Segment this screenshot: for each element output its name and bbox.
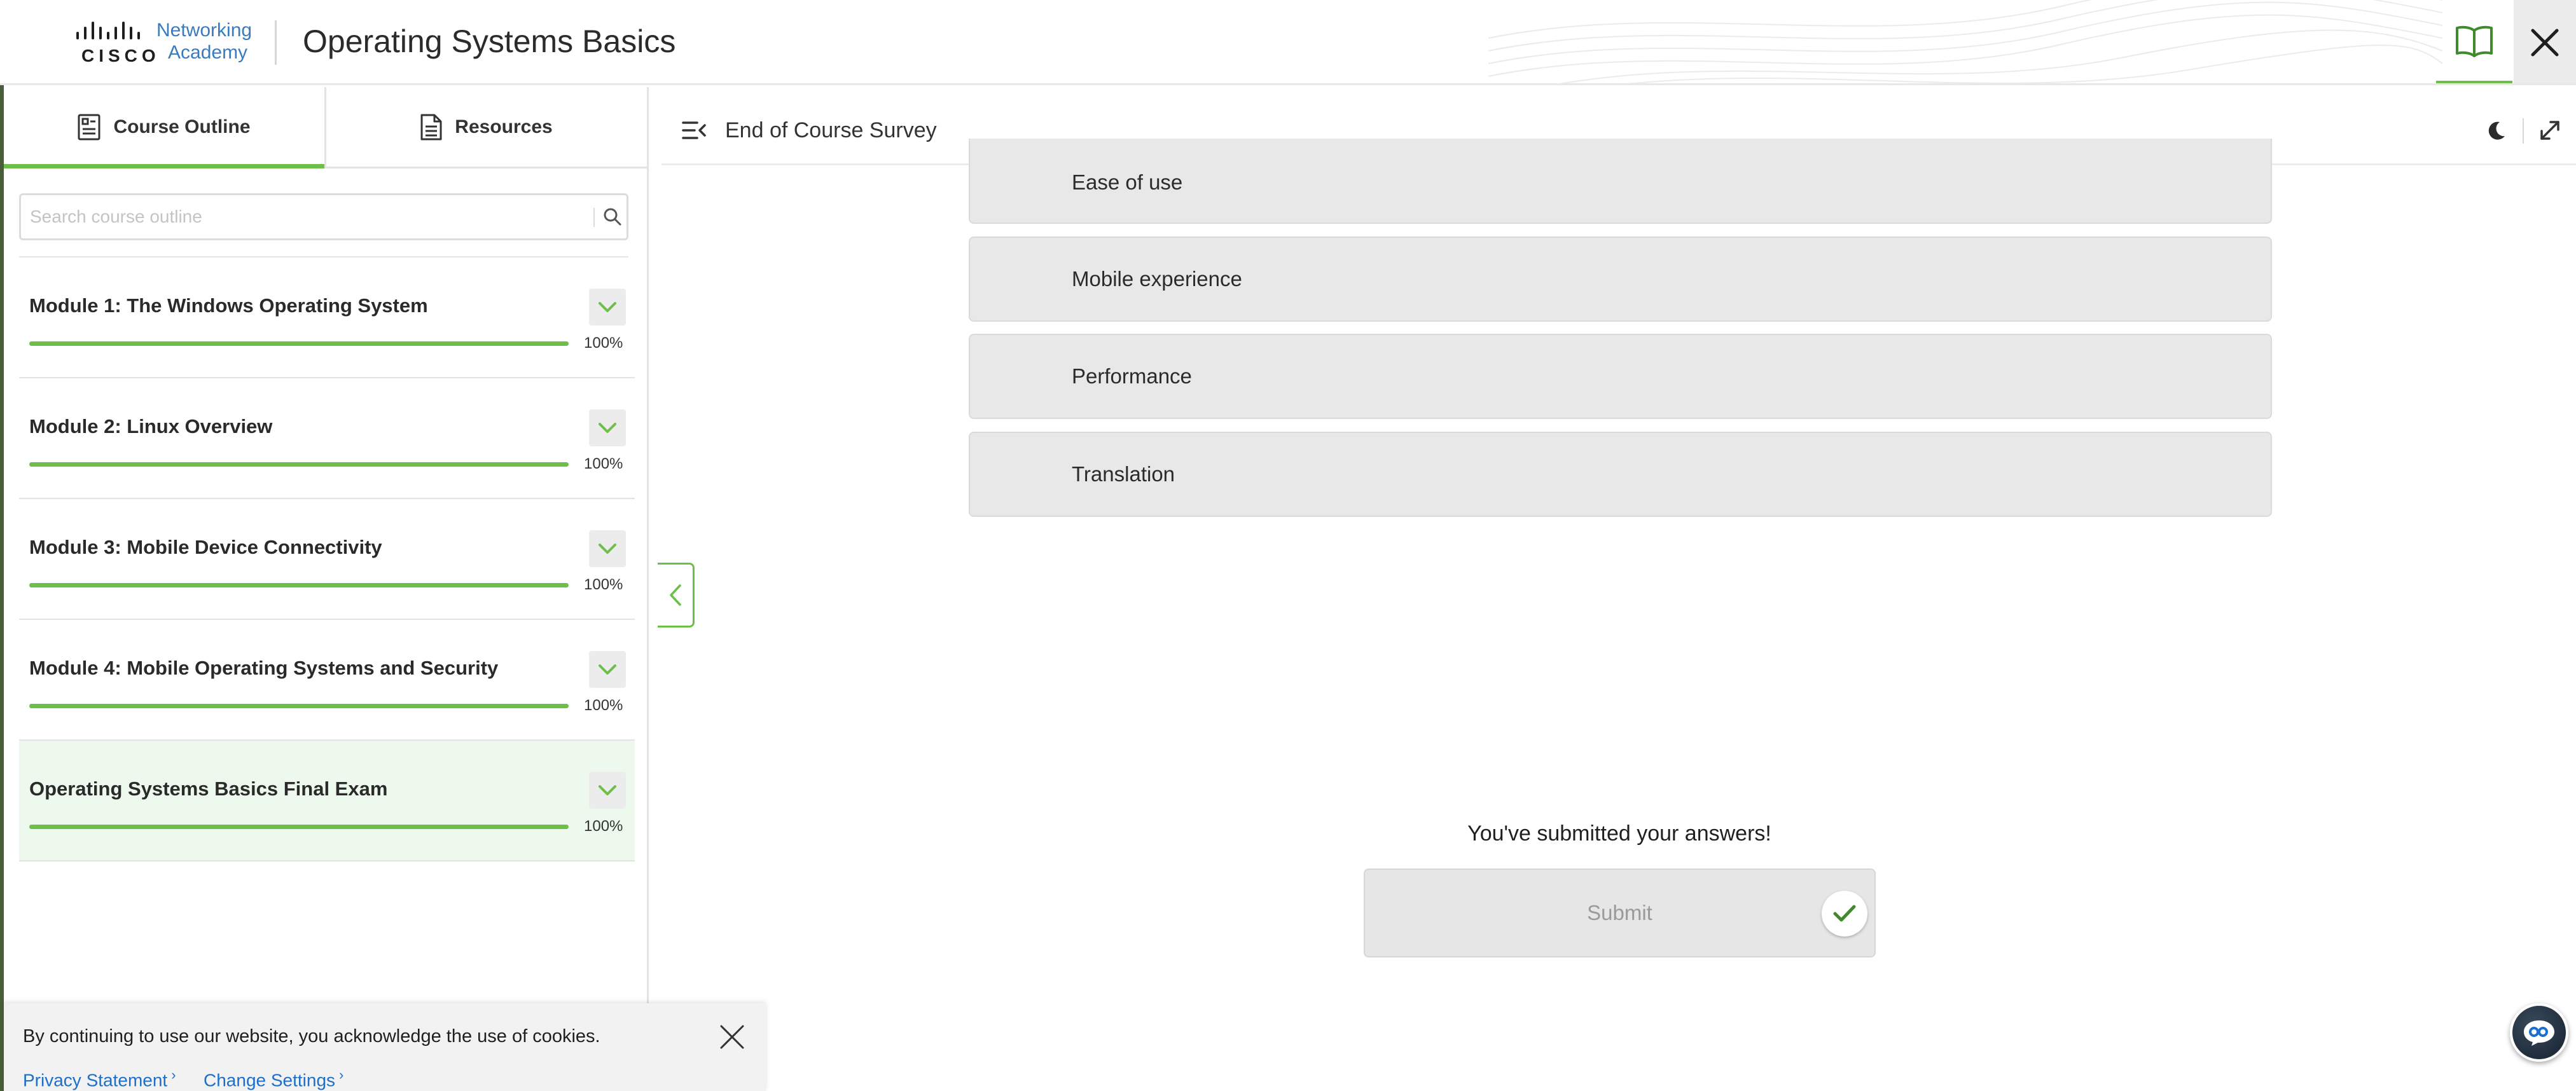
tab-resources[interactable] [324,87,647,167]
header-wave-pattern [1488,0,2442,85]
close-icon[interactable] [719,1024,745,1050]
tab-course-outline[interactable] [4,87,324,167]
privacy-statement-label: Privacy Statement [23,1070,168,1090]
module-expand-button[interactable] [589,651,626,688]
chevron-down-icon [598,785,617,796]
module-item[interactable] [19,257,635,378]
chevron-right-icon: › [339,1067,344,1083]
change-settings-label: Change Settings [204,1070,336,1090]
submitted-message: You've submitted your answers! [1467,821,1771,846]
change-settings-link[interactable] [204,1067,343,1090]
chevron-left-icon [669,584,682,607]
close-icon [2530,28,2559,57]
chevron-down-icon [598,422,617,434]
fullscreen-icon[interactable] [2538,118,2562,142]
submit-check-badge [1822,891,1867,937]
chat-assistant-button[interactable] [2510,1003,2568,1062]
logo-academy-text: Academy [168,42,248,63]
survey-option-label: Ease of use [1072,170,1183,194]
book-icon [2455,24,2493,57]
module-progress-label: 100% [584,818,623,835]
final-exam-item[interactable] [19,741,635,861]
module-progress-fill [29,704,569,708]
header-divider [2523,118,2524,144]
module-progress-label: 100% [584,455,623,472]
submit-button[interactable] [1364,868,1876,957]
module-progress-fill [29,583,569,587]
module-progress-bar [29,825,569,829]
app-header [0,0,2576,85]
module-title: Module 3: Mobile Device Connectivity [29,536,382,558]
module-title: Module 4: Mobile Operating Systems and Security [29,657,499,679]
module-item[interactable] [19,378,635,499]
menu-collapse-icon[interactable] [682,120,707,141]
module-expand-button[interactable] [589,772,626,809]
module-title: Operating Systems Basics Final Exam [29,778,388,800]
survey-option-label: Performance [1072,364,1192,388]
module-expand-button[interactable] [589,530,626,567]
chevron-down-icon [598,301,617,313]
cisco-bars-icon [75,20,146,45]
module-item[interactable] [19,620,635,741]
survey-option[interactable] [969,432,2272,517]
tab-course-outline-label: Course Outline [113,116,251,137]
module-progress-bar [29,583,569,587]
logo-divider [275,20,277,65]
course-title: Operating Systems Basics [303,24,676,59]
cookie-banner [4,1003,766,1091]
moon-icon[interactable] [2484,120,2507,142]
survey-option-label: Mobile experience [1072,267,1242,291]
module-progress-label: 100% [584,334,623,352]
chevron-down-icon [598,543,617,554]
search-input[interactable] [21,195,581,238]
module-item[interactable] [19,499,635,620]
sidebar-collapse-handle[interactable] [658,563,695,628]
book-button[interactable] [2436,0,2512,85]
search-icon[interactable] [602,207,623,227]
document-icon [420,114,442,141]
logo-networking-text: Networking [156,20,253,41]
outline-icon [78,114,100,141]
module-progress-bar [29,341,569,346]
chat-assistant-icon [2521,1018,2557,1047]
sidebar-tabs [4,87,647,168]
close-button[interactable] [2514,0,2576,85]
search-box [19,193,628,240]
module-progress-fill [29,341,569,346]
module-title: Module 2: Linux Overview [29,415,273,437]
chevron-right-icon: › [171,1067,176,1083]
privacy-statement-link[interactable] [23,1067,176,1090]
cookie-notice-text: By continuing to use our website, you acknowledge the use of cookies. [23,1026,600,1046]
module-expand-button[interactable] [589,289,626,326]
survey-option[interactable] [969,139,2272,224]
course-sidebar [4,87,649,1091]
checkmark-icon [1832,904,1857,923]
module-progress-fill [29,462,569,467]
module-progress-label: 100% [584,576,623,593]
cisco-networking-academy-logo[interactable] [75,18,266,69]
module-progress-bar [29,462,569,467]
logo-networking-academy-text [156,19,252,64]
page-title: End of Course Survey [725,118,937,142]
survey-option-label: Translation [1072,462,1175,486]
search-divider [593,208,595,227]
module-title: Module 1: The Windows Operating System [29,294,428,317]
module-progress-label: 100% [584,697,623,714]
module-progress-fill [29,825,569,829]
submit-button-label: Submit [1587,901,1652,924]
logo-cisco-text: CISCO [81,46,160,65]
tab-resources-label: Resources [455,116,553,137]
chevron-down-icon [598,664,617,675]
module-expand-button[interactable] [589,409,626,446]
survey-option[interactable] [969,237,2272,322]
survey-option[interactable] [969,334,2272,419]
module-progress-bar [29,704,569,708]
